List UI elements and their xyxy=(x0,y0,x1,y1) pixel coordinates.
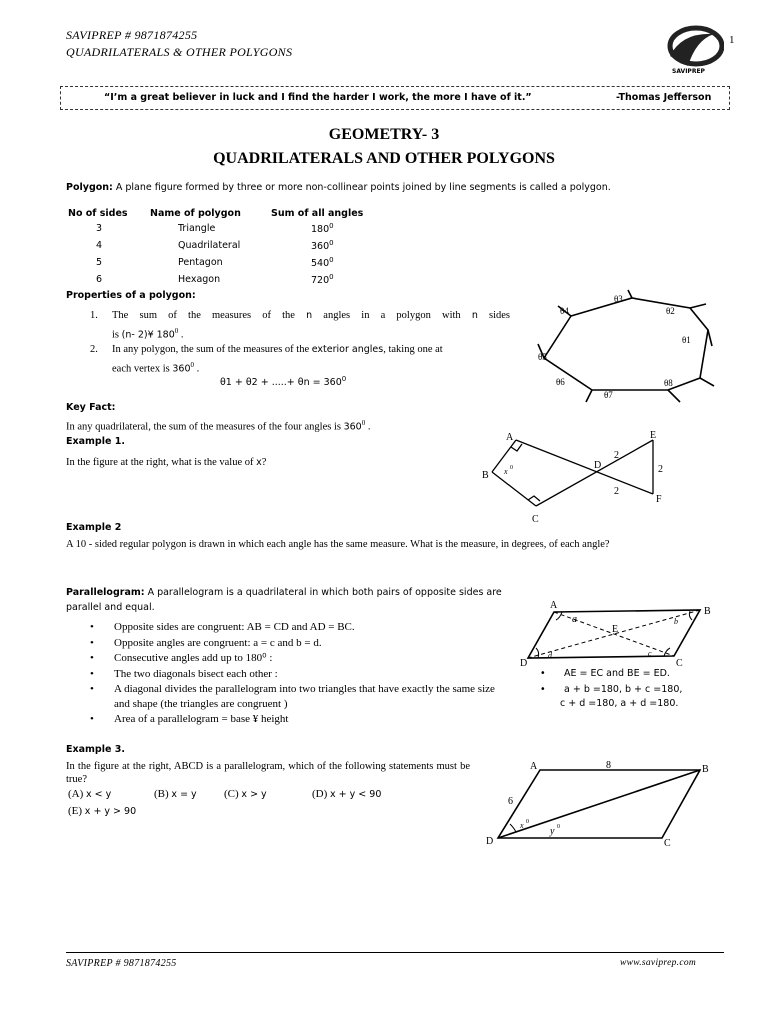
side-ad-length: 6 xyxy=(508,796,513,807)
vertex-f-label: F xyxy=(656,494,662,505)
option-label: (B) xyxy=(154,788,169,800)
table-header-row xyxy=(68,206,363,220)
formula-run: θ1 + θ2 + .....+ θn = 360 xyxy=(220,377,342,389)
octagon-angle-labels xyxy=(538,294,691,400)
parallelogram-figure-2 xyxy=(480,754,720,850)
page-subtitle: QUADRILATERALS AND OTHER POLYGONS xyxy=(213,150,555,167)
length-de-label: 2 xyxy=(614,450,619,461)
bowtie-lines xyxy=(492,440,653,506)
table-cell-sides: 3 xyxy=(96,223,103,234)
option-e[interactable] xyxy=(68,805,136,817)
angle-x-degree: 0 xyxy=(526,819,529,825)
option-label: (D) xyxy=(312,788,328,800)
vertex-d-label: D xyxy=(520,658,528,669)
property-1-line-2 xyxy=(112,324,184,343)
vertex-b-label: B xyxy=(702,764,709,775)
table-header-sum: Sum of all angles xyxy=(271,207,364,219)
value-run: 360 xyxy=(343,421,362,433)
option-text: x + y > 90 xyxy=(84,806,137,817)
angle-d-label: d xyxy=(548,651,552,660)
bullet-text: a + b =180, b + c =180, xyxy=(564,684,683,695)
table-header-sides: No of sides xyxy=(68,207,128,219)
right-bullet-1 xyxy=(540,668,670,679)
angle-x-label: x xyxy=(504,467,508,476)
example-2-heading: Example 2 xyxy=(66,522,122,533)
table-cell-sum xyxy=(271,271,363,288)
vertex-c-label: C xyxy=(664,838,671,849)
theta-3-label: θ3 xyxy=(614,294,623,304)
angle-a-label: a xyxy=(572,614,577,625)
sum-value: 360 xyxy=(311,241,330,253)
text-run: . xyxy=(178,329,184,341)
parallelogram-definition xyxy=(66,585,506,615)
table-cell-name: Triangle xyxy=(178,223,216,234)
table-cell-sum xyxy=(271,237,363,254)
sum-value: 720 xyxy=(311,275,330,287)
example-2-text: A 10 - sided regular polygon is drawn in which each angle has the same measure. What is the measure, in degrees, of each angle? xyxy=(66,539,610,550)
right-bullet-2 xyxy=(540,683,682,711)
angle-y-degree: 0 xyxy=(557,824,560,830)
polygon-definition xyxy=(66,182,611,193)
bowtie-labels xyxy=(482,430,663,525)
degree-sup: 0 xyxy=(361,419,366,427)
property-1-number: 1. xyxy=(90,310,98,321)
properties-heading: Properties of a polygon: xyxy=(66,290,196,301)
vertex-c-label: C xyxy=(676,658,683,669)
header-line-1: SAVIPREP # 9871874255 xyxy=(66,28,198,42)
value-run: 360 xyxy=(172,363,191,375)
table-cell-name: Hexagon xyxy=(178,274,221,285)
degree-sup: 0 xyxy=(174,327,179,335)
exterior-angles-term: exterior angles xyxy=(311,344,384,355)
option-c[interactable] xyxy=(224,788,267,800)
polygon-table xyxy=(68,206,363,288)
list-item: • The two diagonals bisect each other : xyxy=(90,667,504,682)
table-cell-sides: 4 xyxy=(96,240,103,251)
text-run: each vertex is xyxy=(112,363,173,375)
text-run: . xyxy=(194,363,200,375)
vertex-a-label: A xyxy=(506,432,514,443)
property-2-line-2 xyxy=(112,358,199,377)
sum-value: 180 xyxy=(311,224,330,236)
table-row xyxy=(68,237,363,254)
vertex-d-label: D xyxy=(594,460,602,471)
vertex-a-label: A xyxy=(530,761,538,772)
vertex-a-label: A xyxy=(550,600,558,611)
option-a[interactable] xyxy=(68,788,111,800)
key-fact-heading: Key Fact: xyxy=(66,402,116,413)
example-1-heading: Example 1. xyxy=(66,436,125,447)
length-ef-label: 2 xyxy=(658,464,663,475)
n-var: n xyxy=(471,310,478,321)
property-1 xyxy=(90,308,510,323)
table-row xyxy=(68,254,363,271)
text-run: The sum of the measures of the xyxy=(112,310,307,321)
option-text: x < y xyxy=(86,789,112,800)
property-2 xyxy=(90,342,510,357)
property-2-line-1 xyxy=(112,342,443,357)
theta-4-label: θ4 xyxy=(560,306,569,316)
angle-y-label: y xyxy=(550,826,555,837)
table-cell-name: Pentagon xyxy=(178,257,223,268)
property-2-number: 2. xyxy=(90,344,98,355)
footer-left: SAVIPREP # 9871874255 xyxy=(66,958,177,969)
example-3-heading: Example 3. xyxy=(66,744,125,755)
quote-author: -Thomas Jefferson xyxy=(616,92,712,103)
table-cell-sides: 5 xyxy=(96,257,103,268)
option-text: x + y < 90 xyxy=(330,789,382,800)
text-run: In any quadrilateral, the sum of the measures of the four angles is xyxy=(66,421,344,433)
angle-c-label: c xyxy=(648,649,652,658)
parallelogram-2-shape xyxy=(498,770,700,838)
sum-value: 540 xyxy=(311,258,330,270)
bullet-glyph: • xyxy=(540,684,546,695)
octagon-figure xyxy=(528,288,728,406)
text-run: sides xyxy=(477,310,510,321)
degree-sup: 0 xyxy=(329,238,334,247)
n-var: n xyxy=(306,310,313,321)
exterior-angle-formula xyxy=(220,375,346,388)
text-run: In any polygon, the sum of the measures of the xyxy=(112,344,312,355)
option-label: (A) xyxy=(68,788,84,800)
text-run: ? xyxy=(261,457,267,468)
option-text: x = y xyxy=(171,789,197,800)
length-df-label: 2 xyxy=(614,486,619,497)
table-row xyxy=(68,271,363,288)
list-item: • A diagonal divides the parallelogram into two triangles that have exactly the same size and shape (the triangles are congruent ) xyxy=(90,682,504,711)
table-cell-sides: 6 xyxy=(96,274,103,285)
saviprep-logo xyxy=(662,22,724,82)
degree-sup: 0 xyxy=(341,375,347,383)
degree-sup: 0 xyxy=(190,361,194,369)
option-d[interactable] xyxy=(312,788,381,800)
quote-text: “I’m a great believer in luck and I find the harder I work, the more I have of it.” xyxy=(104,92,532,103)
side-ab-length: 8 xyxy=(606,760,611,771)
theta-7-label: θ7 xyxy=(604,390,613,400)
example-3-text: In the figure at the right, ABCD is a parallelogram, which of the following statements must be true? xyxy=(66,761,470,785)
degree-sup: 0 xyxy=(329,272,334,281)
theta-2-label: θ2 xyxy=(666,306,675,316)
parallelogram-figure-1 xyxy=(514,598,718,670)
logo-text: SAVIPREP xyxy=(672,68,705,75)
page-title: GEOMETRY- 3 xyxy=(328,126,440,143)
table-cell-sum xyxy=(271,220,363,237)
angle-b-label: b xyxy=(674,617,678,626)
theta-5-label: θ5 xyxy=(538,352,547,362)
page-number: 1 xyxy=(729,34,735,46)
text-run: In the figure at the right, what is the value of xyxy=(66,457,257,468)
list-item: • Opposite sides are congruent: AB = CD and AD = BC. xyxy=(90,620,504,635)
angle-x-degree: 0 xyxy=(510,465,513,471)
footer-divider xyxy=(66,952,724,953)
list-item: • Opposite angles are congruent: a = c and b = d. xyxy=(90,636,504,651)
theta-6-label: θ6 xyxy=(556,377,565,387)
parallelogram-properties-list xyxy=(90,620,504,728)
vertex-d-label: D xyxy=(486,836,494,847)
parallelogram-term: Parallelogram: xyxy=(66,587,145,598)
intersection-e-label: E xyxy=(612,624,619,635)
formula-run: (n- 2)¥ 180 xyxy=(121,329,175,341)
list-item: • Area of a parallelogram = base ¥ height xyxy=(90,712,504,727)
parallelogram-def-text: A parallelogram is a quadrilateral in which both pairs of opposite sides are parallel and equal. xyxy=(66,587,502,613)
table-cell-sum xyxy=(271,254,363,271)
option-text: x > y xyxy=(241,789,267,800)
text-run: angles in a polygon with xyxy=(312,310,472,321)
table-header-name: Name of polygon xyxy=(150,207,241,219)
text-run: is xyxy=(112,329,122,341)
angle-arcs-2 xyxy=(510,824,516,832)
vertex-e-label: E xyxy=(650,430,657,441)
footer-website[interactable]: www.saviprep.com xyxy=(620,958,697,968)
text-run: , taking one at xyxy=(383,344,443,355)
polygon-def-text: A plane figure formed by three or more non-collinear points joined by line segments is called a polygon. xyxy=(112,182,611,193)
text-run: . xyxy=(365,421,371,433)
theta-8-label: θ8 xyxy=(664,378,673,388)
example-1-text xyxy=(66,455,266,470)
vertex-b-label: B xyxy=(482,470,489,481)
list-item: • Consecutive angles add up to 180⁰ : xyxy=(90,651,504,666)
bowtie-figure xyxy=(478,426,678,526)
degree-sup: 0 xyxy=(329,221,334,230)
polygon-term: Polygon: xyxy=(66,182,113,193)
bullet-glyph: • xyxy=(540,668,546,679)
table-row xyxy=(68,220,363,237)
bullet-text: AE = EC and BE = ED. xyxy=(564,668,670,679)
property-1-line-1 xyxy=(112,308,510,323)
vertex-b-label: B xyxy=(704,606,711,617)
option-label: (E) xyxy=(68,805,83,817)
x-var: x xyxy=(256,457,262,468)
bullet-text: c + d =180, a + d =180. xyxy=(560,698,679,709)
option-label: (C) xyxy=(224,788,239,800)
table-cell-name: Quadrilateral xyxy=(178,240,241,251)
key-fact-text xyxy=(66,416,370,435)
theta-1-label: θ1 xyxy=(682,335,691,345)
degree-sup: 0 xyxy=(329,255,334,264)
header-line-2: QUADRILATERALS & OTHER POLYGONS xyxy=(66,45,293,59)
vertex-c-label: C xyxy=(532,514,539,525)
option-b[interactable] xyxy=(154,788,197,800)
angle-x-label: x xyxy=(520,821,524,830)
